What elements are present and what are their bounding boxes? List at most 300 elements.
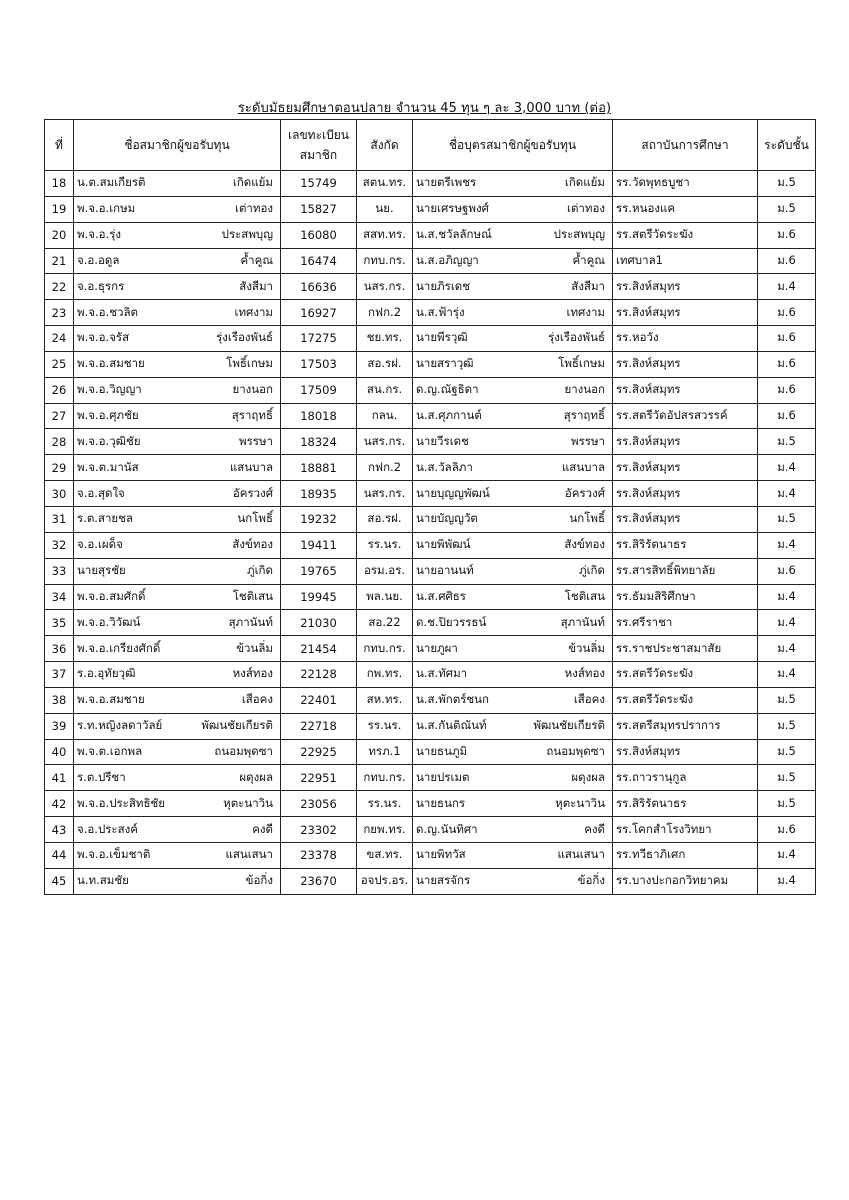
member-last-name: แสนบาล [229, 459, 273, 474]
table-row [45, 222, 816, 248]
member-unit: ขส.ทร. [357, 842, 413, 868]
child-first-name: น.ส.ทัศมา [416, 666, 468, 681]
member-unit: สอ.22 [357, 610, 413, 636]
member-last-name: หุตะนาวิน [223, 795, 273, 810]
member-first-name: พ.จ.อ.ประสิทธิชัย [77, 795, 166, 810]
member-unit: สอ.รฝ. [357, 506, 413, 532]
member-last-name: ถนอมพุดซา [214, 743, 273, 758]
member-name-cell [74, 326, 281, 352]
grade-level: ม.4 [758, 274, 816, 300]
child-name-cell [413, 868, 613, 894]
child-name-cell [413, 817, 613, 843]
member-first-name: จ.อ.เผด็จ [77, 537, 123, 552]
school-name: รร.สตรีวัดอัปสรสวรรค์ [613, 403, 758, 429]
header-member-id-line2: สมาชิก [299, 148, 338, 162]
table-row [45, 403, 816, 429]
school-name: รร.สิงห์สมุทร [613, 739, 758, 765]
child-name-cell [413, 455, 613, 481]
member-name-cell [74, 610, 281, 636]
member-unit: นสร.กร. [357, 274, 413, 300]
table-row [45, 455, 816, 481]
member-name-cell [74, 868, 281, 894]
member-id: 19945 [281, 584, 357, 610]
table-row [45, 300, 816, 326]
child-last-name: แสนเสนา [557, 847, 605, 862]
table-row [45, 532, 816, 558]
child-last-name: ประสพบุญ [553, 227, 605, 242]
member-id: 22718 [281, 713, 357, 739]
grade-level: ม.5 [758, 713, 816, 739]
row-number: 37 [45, 662, 74, 688]
row-number: 27 [45, 403, 74, 429]
table-row [45, 636, 816, 662]
child-last-name: ข้วนลิ่ม [568, 640, 605, 655]
grade-level: ม.4 [758, 481, 816, 507]
member-last-name: นกโพธิ์ [237, 511, 273, 526]
page-title: ระดับมัธยมศึกษาตอนปลาย จำนวน 45 ทุน ๆ ละ 3,000 บาท (ต่อ) [237, 101, 612, 116]
school-name: รร.สิริรัตนาธร [613, 791, 758, 817]
member-unit: กทบ.กร. [357, 248, 413, 274]
member-last-name: สุราฤทธิ์ [231, 408, 273, 423]
member-last-name: สังสีมา [239, 278, 273, 293]
grade-level: ม.4 [758, 455, 816, 481]
child-name-cell [413, 791, 613, 817]
row-number: 21 [45, 248, 74, 274]
child-first-name: นายภูผา [416, 640, 458, 655]
row-number: 24 [45, 326, 74, 352]
child-name-cell [413, 196, 613, 222]
member-unit: สน.กร. [357, 377, 413, 403]
member-name-cell [74, 351, 281, 377]
header-school: สถาบันการศึกษา [613, 120, 758, 171]
member-first-name: นายสุรชัย [77, 563, 126, 578]
child-last-name: โชติเสน [564, 588, 605, 603]
member-id: 17509 [281, 377, 357, 403]
member-last-name: อัครวงศ์ [232, 485, 273, 500]
table-row [45, 558, 816, 584]
child-first-name: นายภิรเดช [416, 278, 471, 293]
grade-level: ม.4 [758, 662, 816, 688]
member-name-cell [74, 817, 281, 843]
member-id: 19232 [281, 506, 357, 532]
header-level: ระดับชั้น [758, 120, 816, 171]
member-name-cell [74, 248, 281, 274]
member-unit: สสท.ทร. [357, 222, 413, 248]
member-last-name: โพธิ์เกษม [226, 356, 273, 371]
table-row [45, 248, 816, 274]
member-id: 18018 [281, 403, 357, 429]
member-unit: ชย.ทร. [357, 326, 413, 352]
member-unit: รร.นร. [357, 791, 413, 817]
header-child-name: ชื่อบุตรสมาชิกผู้ขอรับทุน [413, 120, 613, 171]
member-first-name: พ.จ.อ.ศุภชัย [77, 408, 139, 423]
school-name: รร.สตรีวัดระฆัง [613, 662, 758, 688]
grade-level: ม.6 [758, 403, 816, 429]
child-first-name: นายพีรวุฒิ [416, 330, 468, 345]
member-id: 22925 [281, 739, 357, 765]
child-name-cell [413, 274, 613, 300]
child-last-name: ภู่เกิด [579, 563, 605, 578]
child-name-cell [413, 687, 613, 713]
table-body [45, 171, 816, 895]
school-name: เทศบาล1 [613, 248, 758, 274]
member-first-name: จ.อ.ประสงค์ [77, 821, 138, 836]
child-last-name: พรรษา [571, 433, 605, 448]
school-name: รร.ศรีราชา [613, 610, 758, 636]
member-last-name: ข้วนลิ่ม [236, 640, 273, 655]
table-row [45, 842, 816, 868]
child-first-name: ด.ช.ปิยวรรธน์ [416, 614, 487, 629]
member-id: 21454 [281, 636, 357, 662]
member-id: 17503 [281, 351, 357, 377]
row-number: 22 [45, 274, 74, 300]
child-name-cell [413, 662, 613, 688]
member-id: 16927 [281, 300, 357, 326]
row-number: 25 [45, 351, 74, 377]
member-first-name: พ.จ.อ.สมชาย [77, 692, 145, 707]
school-name: รร.สิงห์สมุทร [613, 274, 758, 300]
member-name-cell [74, 481, 281, 507]
child-first-name: นายธนกร [416, 795, 466, 810]
member-name-cell [74, 532, 281, 558]
school-name: รร.สิงห์สมุทร [613, 300, 758, 326]
table-row [45, 171, 816, 197]
member-last-name: โชติเสน [232, 588, 273, 603]
grade-level: ม.4 [758, 842, 816, 868]
member-name-cell [74, 196, 281, 222]
child-name-cell [413, 429, 613, 455]
grade-level: ม.5 [758, 791, 816, 817]
member-unit: กทบ.กร. [357, 765, 413, 791]
table-row [45, 584, 816, 610]
child-first-name: นายสรจักร [416, 873, 471, 888]
member-last-name: ค้ำคูณ [240, 252, 273, 267]
member-first-name: จ.อ.อดูล [77, 252, 120, 267]
member-id: 15749 [281, 171, 357, 197]
member-id: 17275 [281, 326, 357, 352]
member-first-name: พ.จ.อ.วิวัฒน์ [77, 614, 141, 629]
member-unit: รร.นร. [357, 532, 413, 558]
member-last-name: เทศงาม [234, 304, 273, 319]
table-row [45, 351, 816, 377]
child-last-name: สุราฤทธิ์ [563, 408, 605, 423]
member-first-name: พ.จ.อ.วิญญา [77, 382, 142, 397]
member-id: 22128 [281, 662, 357, 688]
grade-level: ม.5 [758, 739, 816, 765]
row-number: 38 [45, 687, 74, 713]
member-last-name: สังข์ทอง [232, 537, 273, 552]
row-number: 36 [45, 636, 74, 662]
grade-level: ม.5 [758, 506, 816, 532]
child-first-name: นายพิทวัส [416, 847, 466, 862]
child-name-cell [413, 739, 613, 765]
member-name-cell [74, 713, 281, 739]
header-no: ที่ [45, 120, 74, 171]
member-name-cell [74, 300, 281, 326]
member-unit: กยพ.ทร. [357, 817, 413, 843]
child-last-name: นกโพธิ์ [569, 511, 605, 526]
member-unit: สอ.รฝ. [357, 351, 413, 377]
child-last-name: เต่าทอง [567, 201, 605, 216]
school-name: รร.ธัมมสิริศึกษา [613, 584, 758, 610]
school-name: รร.สิริรัตนาธร [613, 532, 758, 558]
child-name-cell [413, 506, 613, 532]
grade-level: ม.4 [758, 868, 816, 894]
member-first-name: น.ต.สมเกียรติ [77, 175, 146, 190]
header-member-id-line1: เลขทะเบียน [288, 128, 349, 142]
grade-level: ม.6 [758, 817, 816, 843]
school-name: รร.ถาวรานุกูล [613, 765, 758, 791]
row-number: 41 [45, 765, 74, 791]
child-last-name: เสือคง [573, 692, 605, 707]
row-number: 35 [45, 610, 74, 636]
row-number: 33 [45, 558, 74, 584]
grade-level: ม.6 [758, 248, 816, 274]
member-last-name: รุ่งเรืองพันธ์ [216, 330, 273, 345]
child-name-cell [413, 377, 613, 403]
school-name: รร.สตรีวัดระฆัง [613, 222, 758, 248]
row-number: 30 [45, 481, 74, 507]
member-first-name: พ.จ.อ.เกรียงศักดิ์ [77, 640, 161, 655]
row-number: 40 [45, 739, 74, 765]
table-row [45, 610, 816, 636]
member-last-name: ผดุงผล [239, 769, 273, 784]
child-first-name: น.ส.กันติณันท์ [416, 718, 487, 733]
member-name-cell [74, 171, 281, 197]
child-name-cell [413, 222, 613, 248]
school-name: รร.สิงห์สมุทร [613, 481, 758, 507]
table-row [45, 687, 816, 713]
school-name: รร.หนองแค [613, 196, 758, 222]
member-unit: กฟก.2 [357, 300, 413, 326]
member-name-cell [74, 455, 281, 481]
child-first-name: นายตรีเพชร [416, 175, 477, 190]
row-number: 28 [45, 429, 74, 455]
member-name-cell [74, 429, 281, 455]
row-number: 26 [45, 377, 74, 403]
member-id: 23056 [281, 791, 357, 817]
member-first-name: พ.จ.อ.รุ่ง [77, 227, 121, 242]
grade-level: ม.6 [758, 300, 816, 326]
child-last-name: พัฒนชัยเกียรติ [533, 718, 605, 733]
row-number: 39 [45, 713, 74, 739]
child-first-name: นายสราวุฒิ [416, 356, 474, 371]
school-name: รร.สารสิทธิ์พิทยาลัย [613, 558, 758, 584]
member-first-name: พ.จ.อ.สมศักดิ์ [77, 588, 146, 603]
row-number: 19 [45, 196, 74, 222]
grade-level: ม.6 [758, 351, 816, 377]
child-first-name: นายวีรเดช [416, 433, 469, 448]
member-last-name: แสนเสนา [225, 847, 273, 862]
member-id: 18324 [281, 429, 357, 455]
member-id: 22401 [281, 687, 357, 713]
member-unit: สห.ทร. [357, 687, 413, 713]
member-last-name: ประสพบุญ [221, 227, 273, 242]
member-unit: กลน. [357, 403, 413, 429]
child-first-name: น.ส.ศุภกานต์ [416, 408, 482, 423]
child-first-name: นายบัญญวัต [416, 511, 478, 526]
child-first-name: ด.ญ.ณัฐธิดา [416, 382, 479, 397]
row-number: 29 [45, 455, 74, 481]
member-unit: กทบ.กร. [357, 636, 413, 662]
row-number: 18 [45, 171, 74, 197]
member-unit: นย. [357, 196, 413, 222]
school-name: รร.โคกสำโรงวิทยา [613, 817, 758, 843]
child-first-name: น.ส.ชวัลลักษณ์ [416, 227, 492, 242]
child-first-name: น.ส.ฟ้ารุ่ง [416, 304, 465, 319]
child-first-name: นายพิพัฒน์ [416, 537, 471, 552]
row-number: 31 [45, 506, 74, 532]
member-id: 16636 [281, 274, 357, 300]
member-id: 23302 [281, 817, 357, 843]
child-first-name: น.ส.วัลลิภา [416, 459, 473, 474]
scholarship-table [44, 119, 816, 895]
member-unit: อจปร.อร. [357, 868, 413, 894]
member-first-name: พ.จ.อ.สมชาย [77, 356, 145, 371]
child-first-name: นายเศรษฐพงศ์ [416, 201, 489, 216]
member-unit: กพ.ทร. [357, 662, 413, 688]
row-number: 45 [45, 868, 74, 894]
row-number: 42 [45, 791, 74, 817]
child-first-name: นายอานนท์ [416, 563, 474, 578]
child-name-cell [413, 842, 613, 868]
school-name: รร.ทวีธาภิเศก [613, 842, 758, 868]
school-name: รร.หอวัง [613, 326, 758, 352]
child-name-cell [413, 558, 613, 584]
member-unit: สตน.ทร. [357, 171, 413, 197]
member-last-name: ยางนอก [232, 382, 273, 397]
row-number: 20 [45, 222, 74, 248]
child-last-name: คงดี [584, 821, 605, 836]
child-first-name: น.ส.อภิญญา [416, 252, 479, 267]
member-unit: พล.นย. [357, 584, 413, 610]
table-row [45, 765, 816, 791]
child-last-name: ถนอมพุดซา [546, 743, 605, 758]
table-header-row [45, 120, 816, 171]
child-name-cell [413, 636, 613, 662]
school-name: รร.วัดพุทธบูชา [613, 171, 758, 197]
member-name-cell [74, 274, 281, 300]
school-name: รร.สตรีวัดระฆัง [613, 687, 758, 713]
grade-level: ม.6 [758, 222, 816, 248]
table-row [45, 817, 816, 843]
child-name-cell [413, 248, 613, 274]
child-name-cell [413, 584, 613, 610]
table-row [45, 739, 816, 765]
member-first-name: น.ท.สมชัย [77, 873, 129, 888]
member-name-cell [74, 403, 281, 429]
member-unit: ทรภ.1 [357, 739, 413, 765]
member-first-name: ร.ต.ปรีชา [77, 769, 126, 784]
child-name-cell [413, 300, 613, 326]
child-name-cell [413, 403, 613, 429]
table-row [45, 196, 816, 222]
child-last-name: แสนบาล [561, 459, 605, 474]
grade-level: ม.5 [758, 687, 816, 713]
table-row [45, 429, 816, 455]
child-first-name: ด.ญ.นันทิศา [416, 821, 478, 836]
member-first-name: จ.อ.สุดใจ [77, 485, 125, 500]
member-id: 15827 [281, 196, 357, 222]
child-last-name: หุตะนาวิน [555, 795, 605, 810]
school-name: รร.บางปะกอกวิทยาคม [613, 868, 758, 894]
member-last-name: เต่าทอง [235, 201, 273, 216]
child-first-name: นายปรเมต [416, 769, 470, 784]
member-unit: นสร.กร. [357, 429, 413, 455]
member-id: 18881 [281, 455, 357, 481]
member-first-name: ร.ต.สายชล [77, 511, 134, 526]
child-first-name: น.ส.ศศิธร [416, 588, 466, 603]
member-last-name: หงส์ทอง [232, 666, 273, 681]
grade-level: ม.5 [758, 171, 816, 197]
member-id: 16474 [281, 248, 357, 274]
table-row [45, 868, 816, 894]
row-number: 23 [45, 300, 74, 326]
table-row [45, 506, 816, 532]
member-id: 22951 [281, 765, 357, 791]
child-name-cell [413, 532, 613, 558]
child-first-name: นายบุญญพัฒน์ [416, 485, 490, 500]
member-name-cell [74, 506, 281, 532]
member-name-cell [74, 636, 281, 662]
child-name-cell [413, 713, 613, 739]
grade-level: ม.5 [758, 196, 816, 222]
school-name: รร.ราชประชาสมาสัย [613, 636, 758, 662]
member-first-name: จ.อ.ธุรกร [77, 278, 125, 293]
table-row [45, 274, 816, 300]
child-last-name: สังสีมา [571, 278, 605, 293]
child-last-name: อัครวงศ์ [564, 485, 605, 500]
member-id: 19765 [281, 558, 357, 584]
grade-level: ม.5 [758, 429, 816, 455]
child-last-name: ยางนอก [564, 382, 605, 397]
child-name-cell [413, 610, 613, 636]
member-last-name: พัฒนชัยเกียรติ [201, 718, 273, 733]
member-id: 23670 [281, 868, 357, 894]
table-row [45, 481, 816, 507]
header-member-name: ชื่อสมาชิกผู้ขอรับทุน [74, 120, 281, 171]
member-id: 21030 [281, 610, 357, 636]
member-first-name: พ.จ.อ.ชวลิต [77, 304, 138, 319]
child-last-name: ค้ำคูณ [572, 252, 605, 267]
member-name-cell [74, 584, 281, 610]
child-name-cell [413, 326, 613, 352]
member-first-name: พ.จ.ต.เอกพล [77, 743, 143, 758]
grade-level: ม.4 [758, 610, 816, 636]
member-first-name: ร.ท.หญิงลดาวัลย์ [77, 718, 163, 733]
member-first-name: พ.จ.ต.มานัส [77, 459, 139, 474]
table-row [45, 662, 816, 688]
member-name-cell [74, 765, 281, 791]
grade-level: ม.4 [758, 532, 816, 558]
grade-level: ม.5 [758, 765, 816, 791]
member-first-name: พ.จ.อ.จรัส [77, 330, 130, 345]
table-row [45, 326, 816, 352]
row-number: 44 [45, 842, 74, 868]
member-id: 18935 [281, 481, 357, 507]
member-last-name: สุภานันท์ [228, 614, 273, 629]
member-last-name: เกิดแย้ม [232, 175, 273, 190]
member-last-name: ข้อกิ่ง [245, 873, 273, 888]
child-last-name: เทศงาม [566, 304, 605, 319]
member-id: 19411 [281, 532, 357, 558]
member-unit: นสร.กร. [357, 481, 413, 507]
header-unit: สังกัด [357, 120, 413, 171]
school-name: รร.สิงห์สมุทร [613, 455, 758, 481]
child-last-name: หงส์ทอง [564, 666, 605, 681]
child-first-name: น.ส.พักตร์ชนก [416, 692, 490, 707]
child-last-name: เกิดแย้ม [564, 175, 605, 190]
